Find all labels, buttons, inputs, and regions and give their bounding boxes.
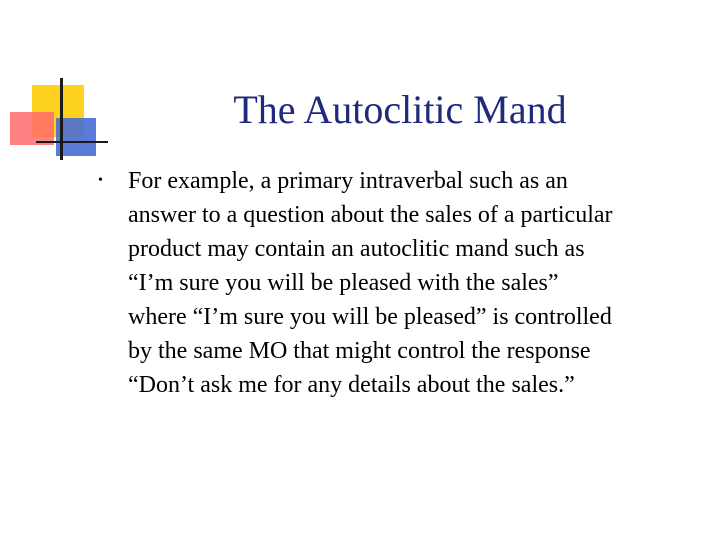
bullet-line: For example, a primary intraverbal such as an bbox=[128, 168, 568, 194]
bullet-line: “Don’t ask me for any details about the sales.” bbox=[128, 372, 575, 398]
bullet-item bbox=[98, 164, 698, 402]
slide-title: The Autoclitic Mand bbox=[233, 87, 567, 132]
logo-vertical-line bbox=[60, 78, 63, 160]
bullet-line: by the same MO that might control the response bbox=[128, 338, 591, 364]
bullet-line: where “I’m sure you will be pleased” is controlled bbox=[128, 304, 612, 330]
bullet-line: product may contain an autoclitic mand such as bbox=[128, 236, 585, 262]
bullet-list bbox=[98, 164, 698, 402]
bullet-line: “I’m sure you will be pleased with the sales” bbox=[128, 270, 559, 296]
decorative-logo bbox=[0, 0, 110, 170]
bullet-marker: • bbox=[98, 173, 103, 188]
bullet-line: answer to a question about the sales of a particular bbox=[128, 202, 613, 228]
logo-horizontal-line bbox=[36, 141, 108, 143]
